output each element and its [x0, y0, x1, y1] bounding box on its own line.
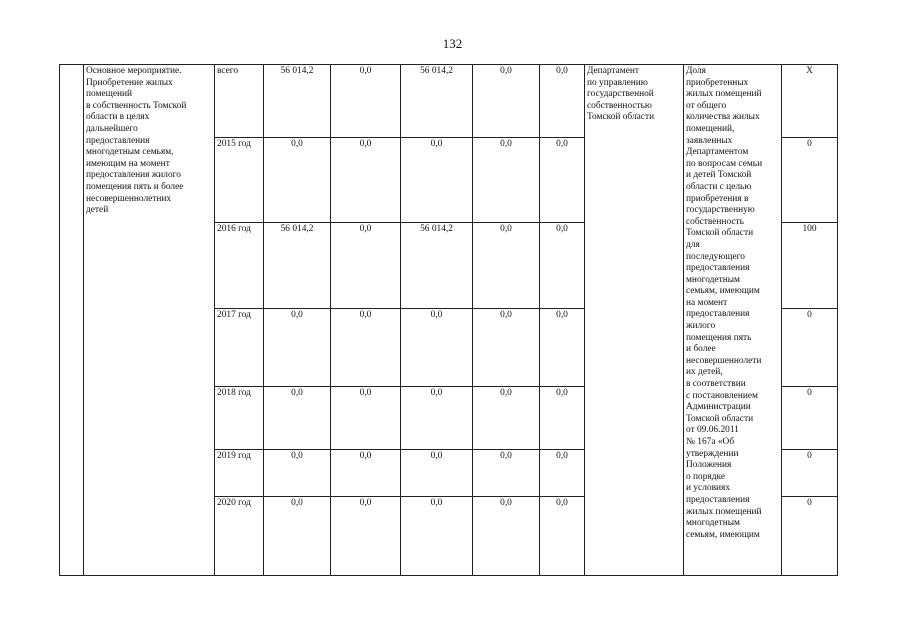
measure-name-cell: Основное мероприятие. Приобретение жилых помещений в собственность Томской области в целях дальнейшего предоставления многодетным семьям, имеющим на момент предоставления жилого помещения пять и более несовершеннолетних детей [84, 65, 215, 576]
total-cell: 56 014,2 [264, 223, 331, 309]
period-cell: 2019 год [215, 450, 264, 497]
regional-cell: 0,0 [401, 309, 473, 387]
value-cell: 100 [782, 223, 838, 309]
period-cell: 2015 год [215, 138, 264, 223]
value-cell: 0 [782, 138, 838, 223]
period-cell: 2018 год [215, 387, 264, 450]
period-cell: 2017 год [215, 309, 264, 387]
total-cell: 0,0 [264, 309, 331, 387]
row-number-cell [60, 65, 84, 576]
total-cell: 56 014,2 [264, 65, 331, 138]
table-row [60, 65, 838, 138]
local-cell: 0,0 [473, 309, 540, 387]
regional-cell: 0,0 [401, 450, 473, 497]
federal-cell: 0,0 [331, 450, 401, 497]
local-cell: 0,0 [473, 497, 540, 576]
value-cell: 0 [782, 387, 838, 450]
federal-cell: 0,0 [331, 497, 401, 576]
other-cell: 0,0 [540, 497, 585, 576]
federal-cell: 0,0 [331, 138, 401, 223]
federal-cell: 0,0 [331, 309, 401, 387]
value-cell: 0 [782, 309, 838, 387]
local-cell: 0,0 [473, 450, 540, 497]
period-cell: 2020 год [215, 497, 264, 576]
regional-cell: 56 014,2 [401, 223, 473, 309]
regional-cell: 56 014,2 [401, 65, 473, 138]
value-cell: 0 [782, 450, 838, 497]
total-cell: 0,0 [264, 387, 331, 450]
total-cell: 0,0 [264, 497, 331, 576]
executor-cell: Департамент по управлению государственной собственностью Томской области [585, 65, 684, 576]
other-cell: 0,0 [540, 309, 585, 387]
regional-cell: 0,0 [401, 138, 473, 223]
other-cell: 0,0 [540, 138, 585, 223]
period-cell: 2016 год [215, 223, 264, 309]
value-cell: Х [782, 65, 838, 138]
federal-cell: 0,0 [331, 387, 401, 450]
local-cell: 0,0 [473, 138, 540, 223]
other-cell: 0,0 [540, 450, 585, 497]
program-table [59, 64, 838, 576]
total-cell: 0,0 [264, 450, 331, 497]
federal-cell: 0,0 [331, 65, 401, 138]
regional-cell: 0,0 [401, 387, 473, 450]
total-cell: 0,0 [264, 138, 331, 223]
period-cell: всего [215, 65, 264, 138]
local-cell: 0,0 [473, 223, 540, 309]
indicator-cell: Доля приобретенных жилых помещений от общего количества жилых помещений, заявленных Департаментом по вопросам семьи и детей Томской области с целью приобретения в государственную собственность Томской области для последующего предоставления многодетным семьям, имеющим на момент предоставления жилого помещения пять и более несовершеннолети их детей, в соответствии с постановлением Администрации Томской области от 09.06.2011 № 167а «Об утверждении Положения о порядке и условиях предоставления жилых помещений многодетным семьям, имеющим [684, 65, 782, 576]
local-cell: 0,0 [473, 387, 540, 450]
other-cell: 0,0 [540, 223, 585, 309]
page-number: 132 [442, 36, 463, 51]
other-cell: 0,0 [540, 387, 585, 450]
federal-cell: 0,0 [331, 223, 401, 309]
regional-cell: 0,0 [401, 497, 473, 576]
local-cell: 0,0 [473, 65, 540, 138]
value-cell: 0 [782, 497, 838, 576]
other-cell: 0,0 [540, 65, 585, 138]
